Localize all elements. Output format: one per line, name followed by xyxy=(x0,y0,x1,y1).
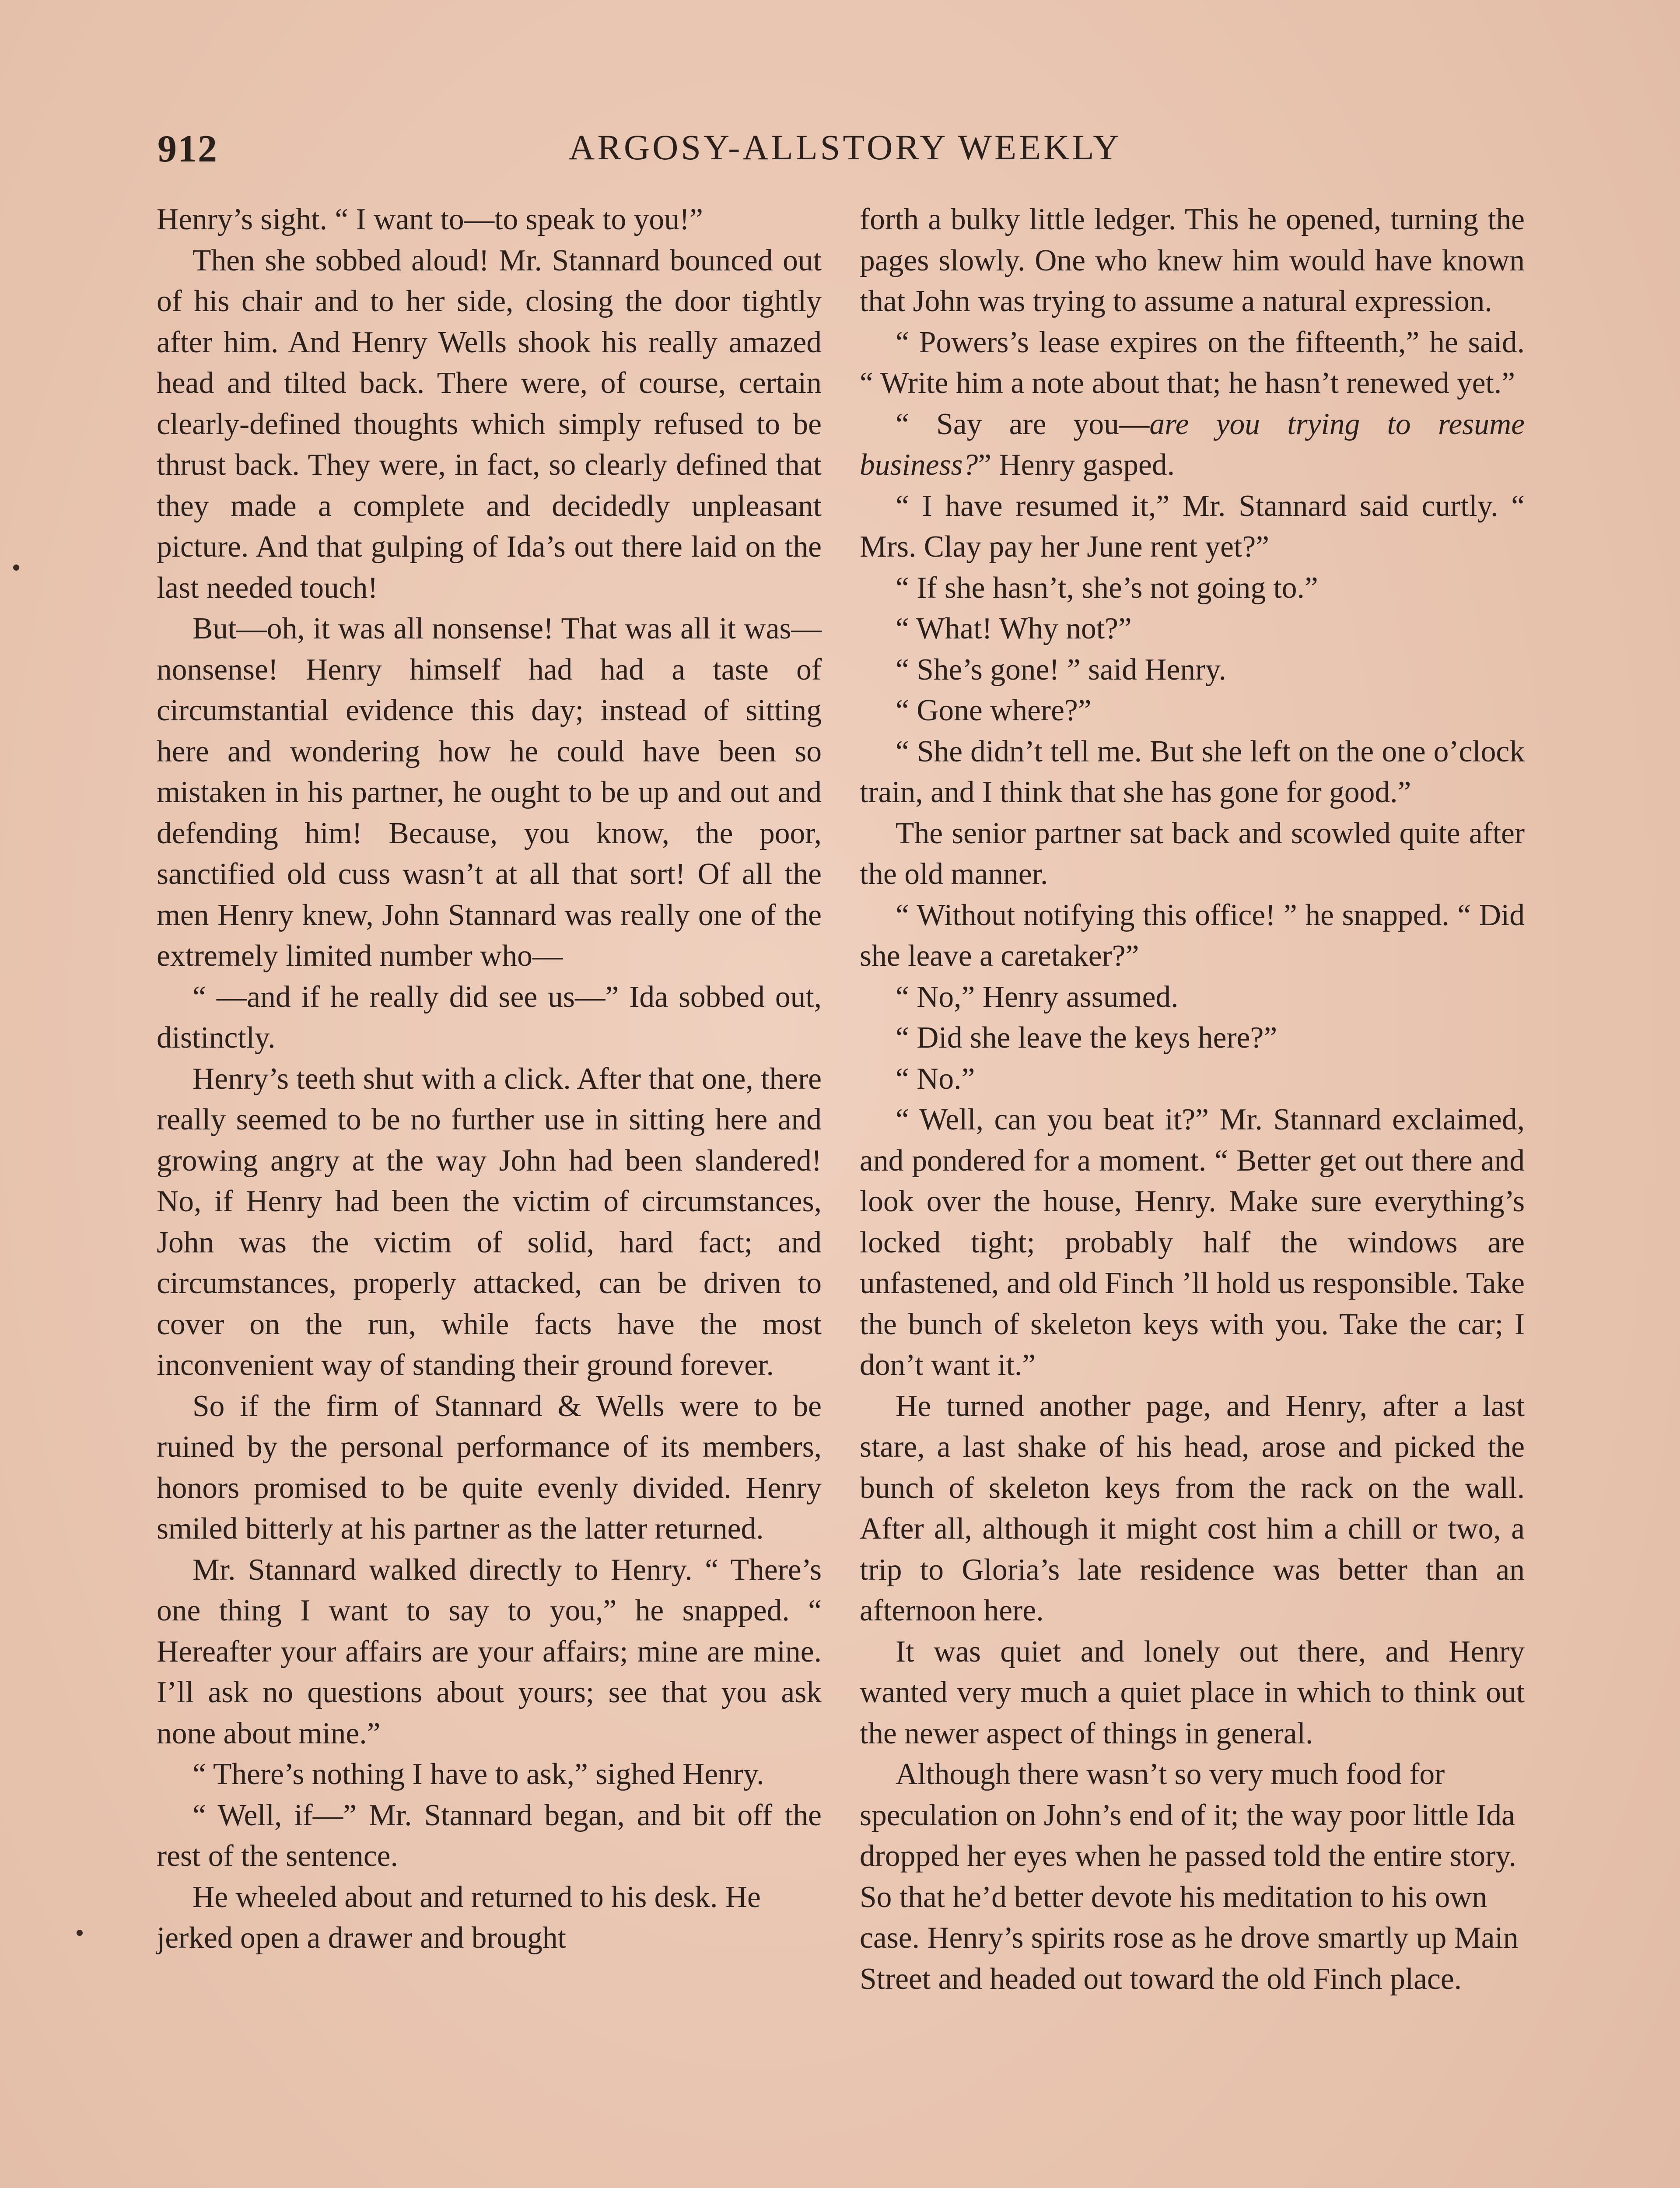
paragraph: “ Well, if—” Mr. Stannard began, and bit off the rest of the sentence. xyxy=(157,1798,822,1873)
paragraph xyxy=(860,404,1525,486)
paragraph: Although there wasn’t so very much food for speculation on John’s end of it; the way poor little Ida dropped her eyes when he passed told the entire story. So that he’d better devote his meditation to his own case. Henry’s spirits rose as he drove smartly up Main Street and headed out toward the old Finch place. xyxy=(860,1757,1519,1996)
dialogue-text: ” Henry gasped. xyxy=(978,448,1175,482)
paragraph: forth a bulky little ledger. This he opened, turning the pages slowly. One who knew him would have known that John was trying to assume a natural expression. xyxy=(860,203,1525,318)
paragraph: “ What! Why not?” xyxy=(896,612,1132,645)
paragraph: “ No,” Henry assumed. xyxy=(896,980,1179,1014)
ink-speck xyxy=(77,1930,83,1936)
paragraph: Henry’s teeth shut with a click. After that one, there really seemed to be no further use in sitting here and growing angry at the way John had been slandered! No, if Henry had been the victim of circumstances, John was the victim of solid, hard fact; and circumstances, properly attacked, can be driven to cover on the run, while facts have the most inconvenient way of standing their ground forever. xyxy=(157,1062,822,1382)
paragraph: “ Gone where?” xyxy=(896,694,1092,727)
paragraph: The senior partner sat back and scowled quite after the old manner. xyxy=(860,816,1525,891)
paragraph: “ Without notifying this office! ” he snapped. “ Did she leave a caretaker?” xyxy=(860,898,1525,973)
paragraph: He wheeled about and returned to his desk. He jerked open a drawer and brought xyxy=(157,1880,761,1955)
paragraph: “ She didn’t tell me. But she left on the one o’clock train, and I think that she has gone for good.” xyxy=(860,734,1525,809)
paragraph: So if the firm of Stannard & Wells were to be ruined by the personal performance of its members, honors promised to be quite evenly divided. Henry smiled bitterly at his partner as the latter returned. xyxy=(157,1389,822,1546)
paragraph: “ Did she leave the keys here?” xyxy=(896,1021,1278,1055)
paragraph: Mr. Stannard walked directly to Henry. “ There’s one thing I want to say to you,” he snapped. “ Hereafter your affairs are your affairs; mine are mine. I’ll ask no questions about yours; see that you ask none about mine.” xyxy=(157,1553,822,1750)
running-head: ARGOSY-ALLSTORY WEEKLY xyxy=(569,127,1122,167)
paragraph: He turned another page, and Henry, after a last stare, a last shake of his head, arose and picked the bunch of skeleton keys from the rack on the wall. After all, although it might cost him a chill or two, a trip to Gloria’s late residence was better than an afternoon here. xyxy=(860,1389,1525,1627)
paragraph: Then she sobbed aloud! Mr. Stannard bounced out of his chair and to her side, closing the door tightly after him. And Henry Wells shook his really amazed head and tilted back. There were, of course, certain clearly-defined thoughts which simply refused to be thrust back. They were, in fact, so clearly defined that they made a complete and decidedly unpleasant picture. And that gulping of Ida’s out there laid on the last needed touch! xyxy=(157,243,822,605)
paragraph: “ Powers’s lease expires on the fifteenth,” he said. “ Write him a note about that; he hasn’t renewed yet.” xyxy=(860,325,1525,400)
paragraph: “ There’s nothing I have to ask,” sighed Henry. xyxy=(192,1757,764,1791)
paragraph: “ —and if he really did see us—” Ida sobbed out, distinctly. xyxy=(157,980,822,1055)
paragraph: Henry’s sight. “ I want to—to speak to you!” xyxy=(157,203,703,236)
paragraph: “ She’s gone! ” said Henry. xyxy=(896,652,1226,687)
paragraph: “ I have resumed it,” Mr. Stannard said curtly. “ Mrs. Clay pay her June rent yet?” xyxy=(860,489,1525,564)
ink-speck xyxy=(13,565,19,571)
paragraph: But—oh, it was all nonsense! That was all it was—nonsense! Henry himself had had a taste of circumstantial evidence this day; instead of sitting here and wondering how he could have been so mistaken in his partner, he ought to be up and out and defending him! Because, you know, the poor, sanctified old cuss wasn’t at all that sort! Of all the men Henry knew, John Stannard was really one of the extremely limited number who— xyxy=(157,612,822,973)
left-column xyxy=(157,199,822,1959)
paragraph: It was quiet and lonely out there, and Henry wanted very much a quiet place in which to think out the newer aspect of things in general. xyxy=(860,1634,1525,1750)
paragraph: “ Well, can you beat it?” Mr. Stannard exclaimed, and pondered for a moment. “ Better get out there and look over the house, Henry. Make sure everything’s locked tight; probably half the windows are unfastened, and old Finch ’ll hold us responsible. Take the bunch of skeleton keys with you. Take the car; I don’t want it.” xyxy=(860,1103,1525,1382)
page-header xyxy=(158,127,1558,179)
italic-dialogue: are you trying to resume business? xyxy=(860,407,1525,482)
dialogue-text: “ Say are you— xyxy=(896,407,1150,441)
page-number: 912 xyxy=(158,128,218,170)
paragraph: “ No.” xyxy=(896,1062,975,1096)
right-column xyxy=(860,199,1525,1999)
paragraph: “ If she hasn’t, she’s not going to.” xyxy=(896,571,1318,605)
